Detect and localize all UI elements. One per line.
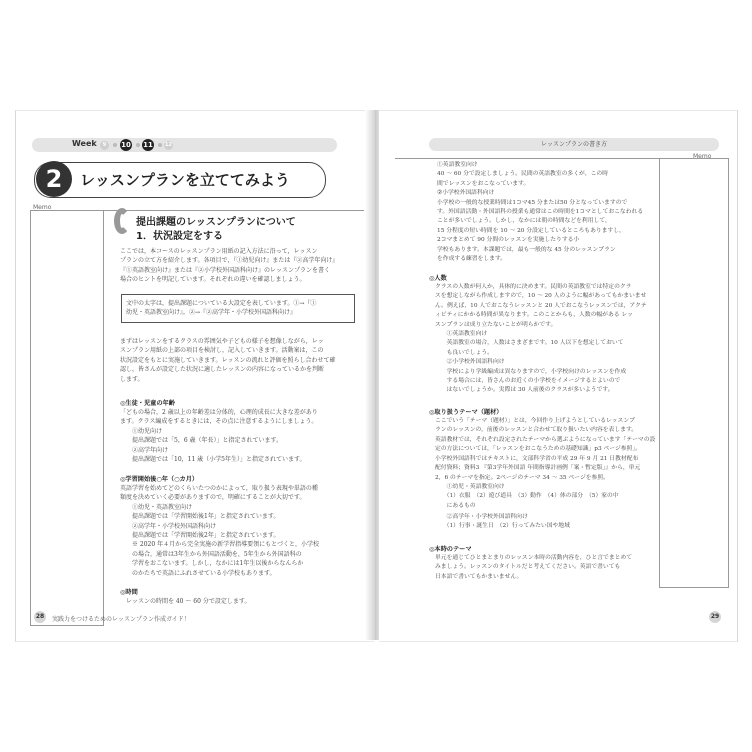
week-bar bbox=[32, 138, 337, 152]
memo-column bbox=[30, 210, 104, 626]
memo-column bbox=[659, 158, 729, 588]
page-number-left: 28 bbox=[34, 611, 46, 623]
week-dot bbox=[136, 143, 140, 147]
week-number-12: 12 bbox=[165, 142, 172, 148]
week-number-11: 11 bbox=[143, 141, 153, 149]
heading-study-period: ◎学習開始後○年（○カ月） bbox=[120, 476, 199, 483]
heading-time: ◎時間 bbox=[120, 589, 138, 596]
week-dot bbox=[158, 143, 162, 147]
theme-text-3: ②高学年・小学校外国語科向け （1）行事・誕生日 （2）行ってみたい国や地域 bbox=[446, 514, 570, 530]
left-page bbox=[15, 110, 374, 642]
memo-label: Memo bbox=[33, 204, 52, 211]
heading-number-of-students: ◎人数 bbox=[429, 275, 447, 282]
footer-title: 実践力をつけるためのレッスンプラン作成ガイド！ bbox=[52, 616, 190, 623]
study-period-text: 英語学習を始めてどのくらいたつのかによって，取り扱う表現や単語の種 類度を決めていく必要がありますので，明確にすることが大切です。 ①幼児・英語教室向け 提出課題では「学習開始後1年」と指定されています。 ②高学年・小学校外国語科向け 提出課題では「学習開始後2年」と指定されています。 ※ 2020 年４月から完全実施の新学習指導要領にもとづくと，小学校 の場合，通常は3年生から外国語活動を，5年生から外国語科の 学習をおこないます。しかし，なかには1年生以後からなんらか のかたちで英語にふれさせている小学校もあります。 bbox=[120, 485, 319, 577]
lesson-theme-text: 単元を通じてひとまとまりのレッスン本時の活動内容を，ひと言でまとめて みましょう。レッスンのタイトルだと考えてください。英語で書いても 日本語で書いてもかまいません。 bbox=[435, 555, 633, 580]
book-spread bbox=[15, 110, 737, 640]
week-label: Week bbox=[72, 139, 97, 148]
c-shape-icon bbox=[114, 208, 130, 234]
gutter-shadow bbox=[365, 110, 375, 640]
week-number-9: 9 bbox=[100, 141, 109, 150]
page-number-right: 29 bbox=[709, 611, 721, 623]
intro-paragraph: ここでは，本コースのレッスンプラン用紙の記入方法に沿って，レッスン プランの立て方を紹介します。各項目で，『①幼児向け』または『②高学年向け』 『①英語教室向け』または『②小学校外国語科向け』のレッスンプランを書く 場合のヒントを明記しています。それぞれの違いを確認しましょう。 bbox=[120, 248, 339, 284]
section-title: レッスンプランを立ててみよう bbox=[80, 171, 290, 189]
time-detail-text: ①英語教室向け 40 ～ 60 分で設定しましょう。民間の英語教室の多くが，この時 間でレッスンをおこなっています。 ②小学校外国語科向け 小学校の一般的な授業時間は1コマ45 分または50 分となっていますので す。外国語活動・外国語科の授業も通常はこの時間を1コマとしておこなわれる ことが多いでしょう。しかし，なかには朝の時間などを利用して， 15 分程度の短い時間を 10 ～ 20 分設定しているところもありますし， 2コマまとめて 90 分間のレッスンを実施したりする小 学校もあります。本課題では，最も一般的な 45 分のレッスンプラン を作成する練習をします。 bbox=[437, 162, 644, 263]
heading-lesson-theme: ◎本時のテーマ bbox=[429, 546, 472, 553]
theme-text: ここでいう「テーマ（題材）」とは，今回作り上げようとしているレッスンプ ランのレッスンの，前後のレッスンと合わせて取り扱いたい内容を表します。 bbox=[435, 418, 638, 434]
students-text: クラスの人数が何人か，具体的に決めます。民間の英語教室では特定のクラ スを想定しながら作成しますので，10 ～ 20 人のように幅があってもかまいませ ん。例えば，10 人でおこなうレッスンと 20 人でおこなうレッスンでは，アクテ ィビティにかかる時間が異なります。このことからも，人数の幅がある レッ スンプランは成り立たないことが明らかです。 ①英語教室向け 英語教室の場合，人数はさまざまです。10 人以下を想定しておいて も良いでしょう。 ②小学校外国語科向け 学校により学級編成は異なりますので，小学校向けのレッスンを作成 する場合には，皆さんのお近くの小学校をイメージするとよいので はないでしょうか。実際は 30 人前後のクラスが多いようです。 bbox=[435, 284, 647, 394]
heading-age: ◎生徒・児童の年齢 bbox=[120, 400, 175, 407]
subsection-heading-2: 1．状況設定をする bbox=[136, 231, 223, 242]
memo-label: Memo bbox=[693, 153, 712, 160]
heading-theme: ◎取り扱うテーマ（題材） bbox=[429, 409, 503, 416]
right-page bbox=[379, 110, 738, 642]
week-dot bbox=[113, 143, 117, 147]
section-number: 2 bbox=[36, 161, 72, 197]
subsection-heading: 提出課題のレッスンプランについて bbox=[136, 217, 296, 228]
age-text: 「どもの場合，2 歳以上の年齢差は分体的，心理的成長に大きな差があり ます。クラス編成をするときには，その点に注意するようにしましょう。 ①幼児向け 提出課題では「5，6 歳（年長）」と指定されています。 ②高学年向け 提出課題では「10，11 歳（小学5年生）」と指定されています。 bbox=[120, 409, 318, 464]
theme-text-2: 英語教材では，それぞれ設定されたテーマから選ぶようになっています「テーマの設 定の方法については，「レッスンをおこなうための基礎知識」p3 ページ参照」。 小学校外国語科ではテキストに，文部科学省の平成 29 年 9 月 21 日教材配布 配付資料；資料3 『第3学年外国語 年間指導計画例「案・暫定版」』から，単元 2，6 のテーマを指定。2ページのテーマ 34 ～ 35 ページを参照。 ①幼児・英語教室向け （1）衣服 （2）遊び道具 （3）動作 （4）体の部分 （5）家の中 にあるもの bbox=[435, 437, 656, 509]
setting-paragraph: まずはレッスンをするクラスの雰囲気や子どもの様子を想像しながら，レッ スンプラン用紙の上部の項目を検討し，記入していきます。活動案は，この 状況設定をもとに実施していきます。レッスンの流れと評価を照らし合わせて確 認し，皆さんが設定した状況に適したレッスンの内容になっているかを判断 します。 bbox=[120, 338, 336, 383]
note-box-text: 文中の太字は，提出課題についている大設定を表しています。①→『① 幼児・英語教室向け』，②→『②高学年・小学校外国語科向け』 bbox=[126, 300, 317, 317]
time-text: レッスンの時間を 40 ～ 60 分で設定します。 bbox=[126, 598, 251, 605]
running-head: レッスンプランの書き方 bbox=[429, 138, 719, 151]
week-number-10: 10 bbox=[121, 141, 131, 149]
